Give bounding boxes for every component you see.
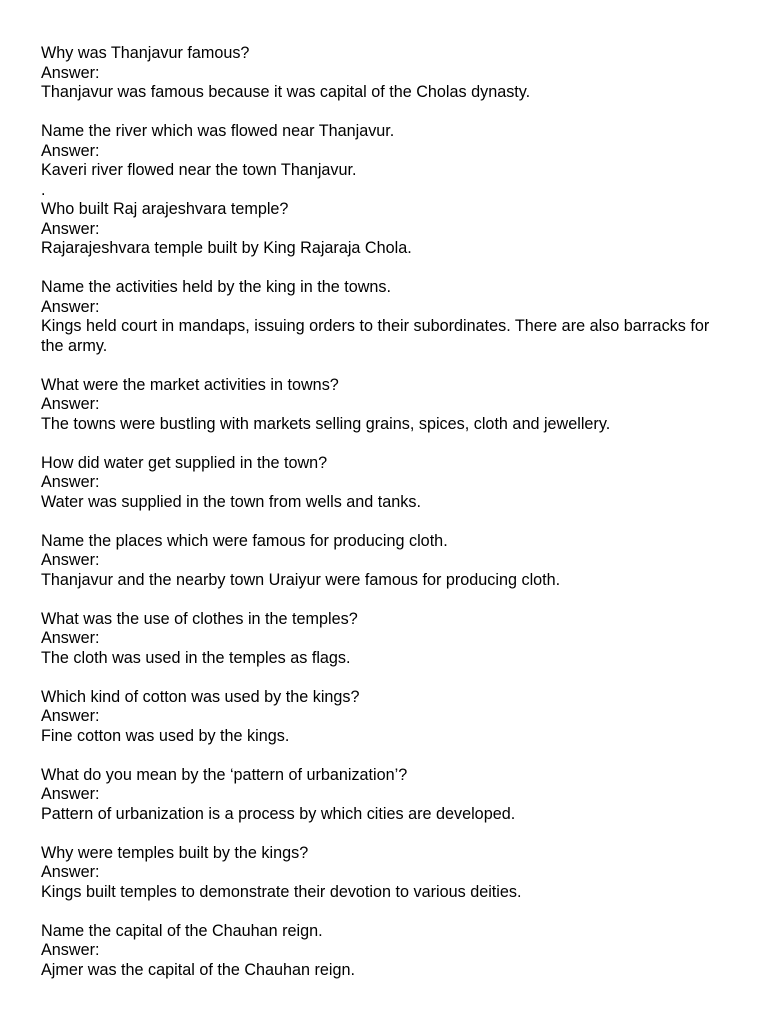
answer-label: Answer: <box>41 219 100 238</box>
question-text: Name the activities held by the king in the towns. <box>41 278 392 296</box>
separator-line <box>41 668 721 688</box>
qa-item <box>41 844 721 922</box>
separator-line: . <box>41 180 46 199</box>
qa-item <box>41 200 721 278</box>
answer-label: Answer: <box>41 863 100 881</box>
qa-item <box>41 278 721 376</box>
qa-item <box>41 766 721 844</box>
answer-label: Answer: <box>41 473 100 491</box>
answer-label: Answer: <box>41 629 100 647</box>
question-text: Name the places which were famous for producing cloth. <box>41 531 448 550</box>
qa-item <box>41 610 721 688</box>
separator-line <box>41 824 721 844</box>
answer-label: Answer: <box>41 785 100 803</box>
separator-line <box>41 512 721 532</box>
separator-line <box>41 590 721 610</box>
answer-text: Fine cotton was used by the kings. <box>41 726 290 745</box>
separator-line <box>41 746 721 766</box>
answer-label: Answer: <box>41 63 100 82</box>
question-text: Who built Raj arajeshvara temple? <box>41 200 289 218</box>
answer-label: Answer: <box>41 297 100 316</box>
document-page <box>41 44 721 980</box>
answer-label: Answer: <box>41 941 100 959</box>
answer-label: Answer: <box>41 551 100 569</box>
qa-item <box>41 532 721 610</box>
answer-text: Water was supplied in the town from wells and tanks. <box>41 492 421 511</box>
question-text: Name the capital of the Chauhan reign. <box>41 921 323 940</box>
separator-line <box>41 356 721 376</box>
separator-line <box>41 902 721 922</box>
answer-text: Kaveri river flowed near the town Thanjavur. <box>41 161 357 179</box>
qa-item <box>41 688 721 766</box>
answer-text: Thanjavur was famous because it was capital of the Cholas dynasty. <box>41 83 531 101</box>
answer-text: The cloth was used in the temples as flags. <box>41 648 351 667</box>
answer-text: Thanjavur and the nearby town Uraiyur were famous for producing cloth. <box>41 570 561 589</box>
qa-item <box>41 44 721 122</box>
answer-text: The towns were bustling with markets selling grains, spices, cloth and jewellery. <box>41 414 611 433</box>
answer-text: Kings built temples to demonstrate their devotion to various deities. <box>41 882 522 901</box>
answer-text: Rajarajeshvara temple built by King Rajaraja Chola. <box>41 239 412 257</box>
qa-item <box>41 922 721 981</box>
question-text: Which kind of cotton was used by the kings? <box>41 687 360 706</box>
separator-line <box>41 434 721 454</box>
answer-text: Ajmer was the capital of the Chauhan reign. <box>41 960 356 979</box>
qa-item <box>41 122 721 200</box>
answer-label: Answer: <box>41 141 100 160</box>
qa-item <box>41 376 721 454</box>
separator-line <box>41 103 721 123</box>
question-text: What was the use of clothes in the temples? <box>41 609 358 628</box>
answer-label: Answer: <box>41 395 100 413</box>
question-text: Name the river which was flowed near Thanjavur. <box>41 122 395 140</box>
qa-item <box>41 454 721 532</box>
question-text: Why was Thanjavur famous? <box>41 44 250 62</box>
question-text: What do you mean by the ‘pattern of urbanization’? <box>41 765 408 784</box>
question-text: How did water get supplied in the town? <box>41 453 328 472</box>
answer-text: Pattern of urbanization is a process by which cities are developed. <box>41 804 516 823</box>
question-text: What were the market activities in towns? <box>41 375 339 394</box>
question-text: Why were temples built by the kings? <box>41 843 309 862</box>
answer-label: Answer: <box>41 707 100 725</box>
separator-line <box>41 259 721 279</box>
answer-text: Kings held court in mandaps, issuing orders to their subordinates. There are also barracks for the army. <box>41 317 714 355</box>
